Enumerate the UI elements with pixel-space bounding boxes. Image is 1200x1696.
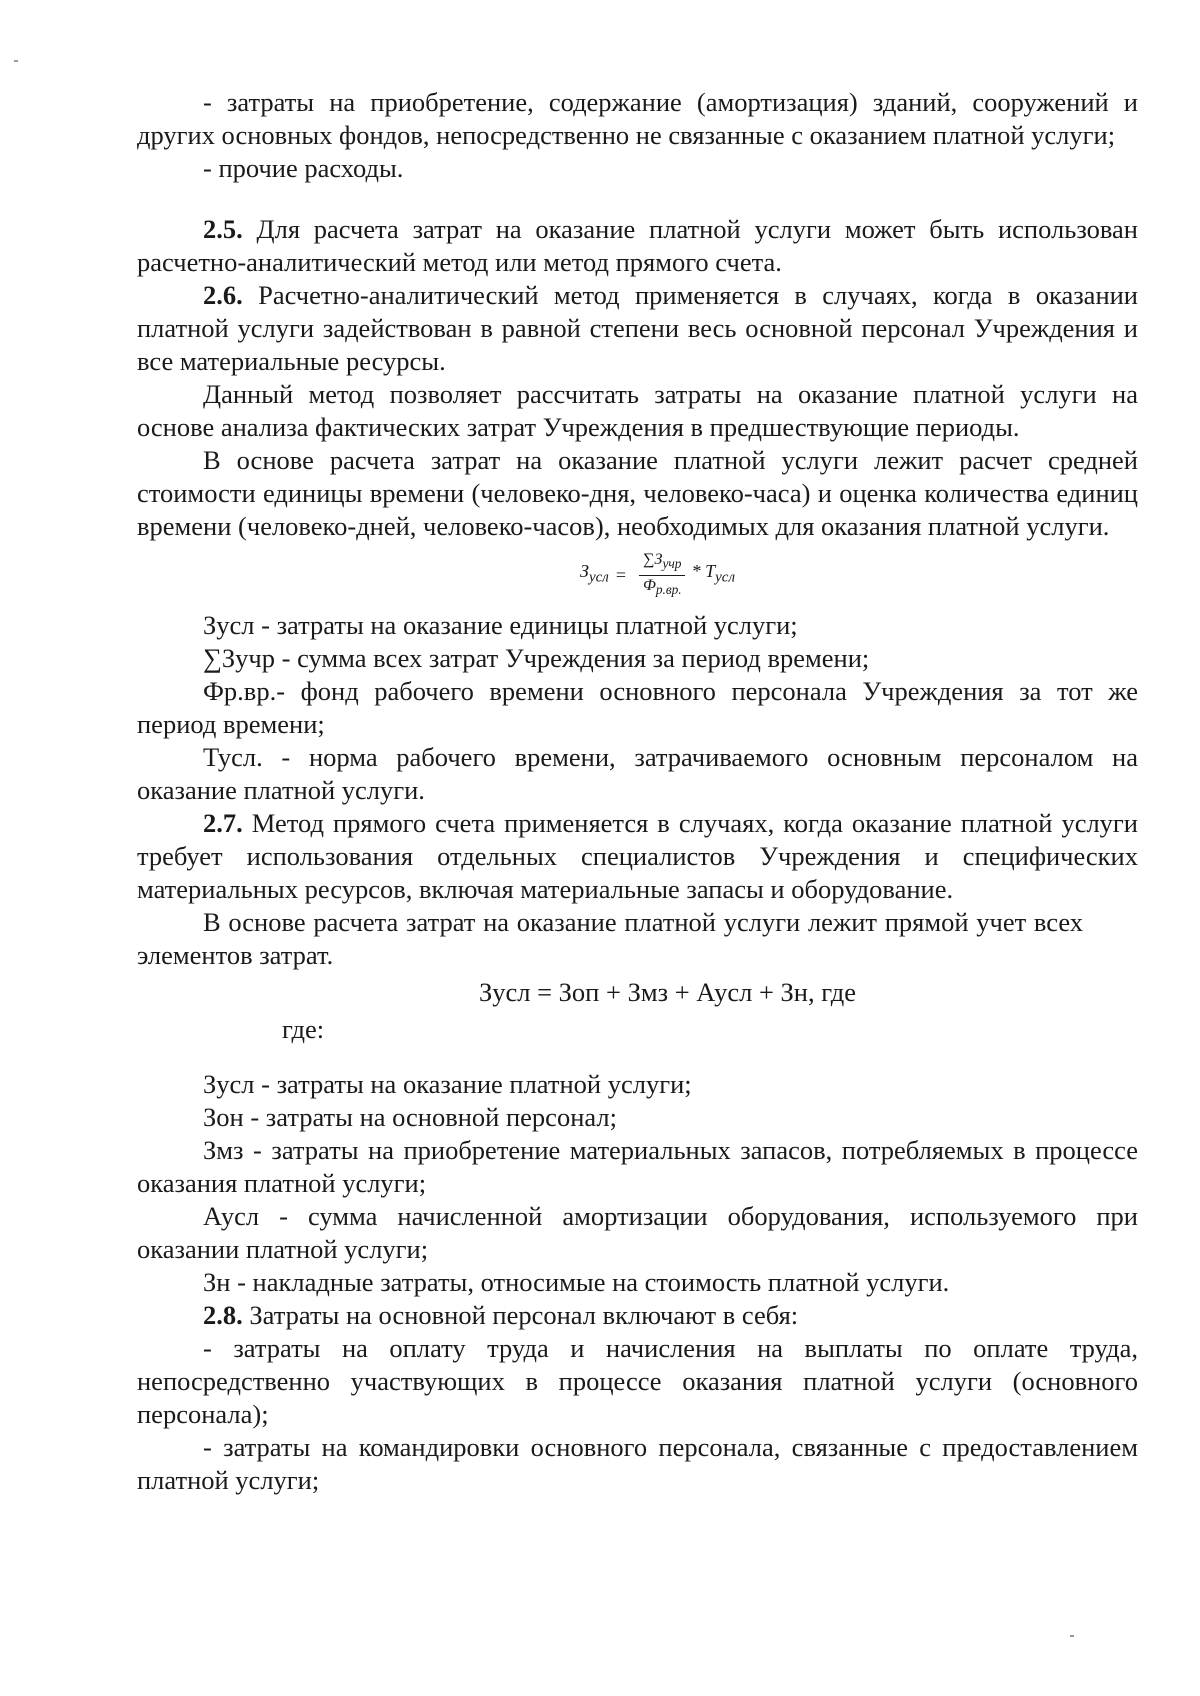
paragraph-calculation-basis: В основе расчета затрат на оказание платной услуги лежит расчет средней стоимости единицы времени (человеко-дня, человеко-часа) и оценка количества единиц времени (человеко-дней, человеко-часов), необходимых для оказания платной услуги. [137, 445, 1138, 541]
element-zn: Зн - накладные затраты, относимые на стоимость платной услуги. [203, 1267, 950, 1297]
definition-tusl: Тусл. - норма рабочего времени, затрачиваемого основным персоналом на оказание платной услуги. [137, 742, 1138, 805]
formula-equals: = [614, 564, 627, 585]
section-number: 2.6. [203, 280, 243, 310]
element-zon: Зон - затраты на основной персонал; [203, 1102, 617, 1132]
section-number: 2.8. [203, 1300, 243, 1330]
element-zmz: Змз - затраты на приобретение материальных запасов, потребляемых в процессе оказания платной услуги; [137, 1135, 1138, 1198]
paragraph-method-description: Данный метод позволяет рассчитать затраты на оказание платной услуги на основе анализа фактических затрат Учреждения в предшествующие периоды. [137, 379, 1138, 442]
definition-zusl: Зусл - затраты на оказание единицы платной услуги; [203, 610, 798, 640]
label-where: где: [282, 1014, 325, 1044]
formula-cost-per-unit [137, 545, 1138, 605]
section-text: Затраты на основной персонал включают в себя: [242, 1300, 799, 1330]
list-item-travel-costs: - затраты на командировки основного персонала, связанные с предоставлением платной услуги; [137, 1432, 1138, 1495]
section-text: Для расчета затрат на оказание платной услуги может быть использован расчетно-аналитический метод или метод прямого счета. [137, 214, 1138, 277]
paragraph-fixed-assets: - затраты на приобретение, содержание (амортизация) зданий, сооружений и других основных фондов, непосредственно не связанные с оказанием платной услуги; [137, 87, 1138, 150]
formula-fraction [639, 550, 686, 599]
section-2-6 [137, 279, 1138, 378]
formula-lhs: $З_{усл}$ [580, 561, 609, 586]
section-2-7 [137, 807, 1138, 906]
formula-denominator: $Ф_{р.вр.}$ [642, 576, 682, 597]
section-2-8 [137, 1299, 1138, 1332]
paragraph-other-expenses: - прочие расходы. [203, 153, 404, 183]
formula-numerator: $\sum З_{учр}$ [639, 550, 685, 575]
definition-sum-zuchr: ∑Зучр - сумма всех затрат Учреждения за период времени; [203, 643, 870, 673]
section-text: Расчетно-аналитический метод применяется в случаях, когда в оказании платной услуги задействован в равной степени весь основной персонал Учреждения и все материальные ресурсы. [137, 280, 1138, 376]
section-text: Метод прямого счета применяется в случаях, когда оказание платной услуги требует использования отдельных специалистов Учреждения и специфических материальных ресурсов, включая материальные запасы и оборудование. [137, 808, 1138, 904]
formula-total-cost: Зусл = Зоп + Змз + Аусл + Зн, где [478, 977, 857, 1007]
formula-multiplier: * $Т_{усл}$ [691, 561, 735, 586]
list-item-labor-costs: - затраты на оплату труда и начисления на выплаты по оплате труда, непосредственно участвующих в процессе оказания платной услуги (основного персонала); [137, 1333, 1138, 1429]
scan-artifact [14, 60, 18, 62]
section-2-5 [137, 213, 1138, 279]
section-number: 2.5. [203, 214, 243, 244]
section-number: 2.7. [203, 808, 243, 838]
element-ausl: Аусл - сумма начисленной амортизации оборудования, используемого при оказании платной услуги; [137, 1201, 1138, 1264]
definition-frvr: Фр.вр.- фонд рабочего времени основного персонала Учреждения за тот же период времени; [137, 676, 1138, 739]
element-zusl: Зусл - затраты на оказание платной услуги; [203, 1069, 692, 1099]
paragraph-direct-accounting: В основе расчета затрат на оказание платной услуги лежит прямой учет всех элементов затрат. [137, 907, 1083, 970]
scan-artifact [1070, 1635, 1074, 1637]
